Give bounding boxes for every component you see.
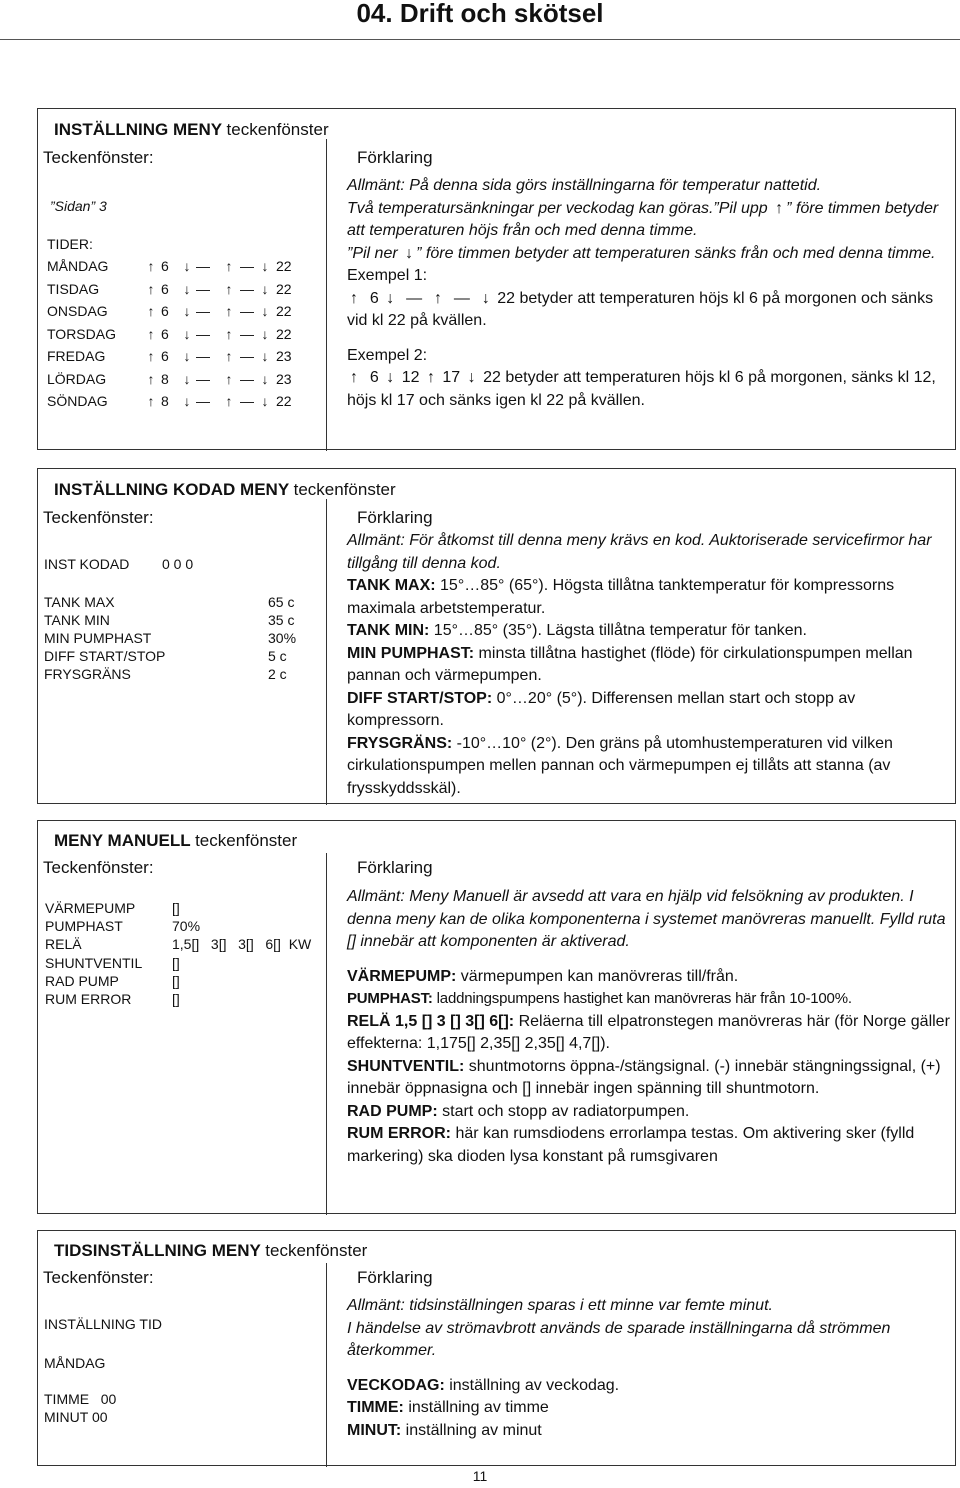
item-description: 15°…85° (35°). Lägsta tillåtna temperatur för tanken. (429, 622, 807, 639)
code-value: 0 0 0 (162, 556, 194, 572)
day-label: TISDAG (47, 280, 100, 297)
page-title: 04. Drift och skötsel (356, 0, 604, 28)
item-term: VECKODAG: (347, 1376, 445, 1394)
right-column-label: Förklaring (357, 508, 433, 527)
section-installning-meny (37, 108, 956, 450)
dash: — (196, 393, 210, 409)
minut-value: MINUT 00 (44, 1409, 108, 1425)
column-divider (326, 139, 327, 451)
explanation-item (347, 1056, 953, 1101)
arrow-up-icon: ↑ (147, 303, 155, 319)
timme-value: TIMME 00 (44, 1391, 117, 1407)
example-2-label: Exempel 2: (347, 346, 428, 364)
section-title: INSTÄLLNING KODAD MENY teckenfönster (54, 480, 396, 499)
section-meny-manuell (37, 820, 956, 1214)
item-description: minsta tillåtna hastighet (flöde) för cirkulationspumpen mellan pannan och värmepumpen. (347, 644, 913, 684)
arrow-up-icon: ↑ (225, 303, 233, 319)
left-column-label: Teckenfönster: (43, 148, 154, 167)
setting-row (44, 665, 320, 683)
setting-value: 1,5[] 3[] 3[] 6[] KW (172, 936, 312, 953)
explanation (347, 886, 953, 1168)
schedule-row (47, 302, 320, 325)
start-hour: 6 (161, 280, 169, 297)
schedule-row (47, 392, 320, 415)
example-1-text: ↑ 6 ↓ — ↑ — ↓ 22 betyder att temperaturen höjs kl 6 på morgonen och sänks vid kl 22 på kvällen. (347, 289, 934, 329)
item-term: PUMPHAST: (347, 990, 433, 1007)
start-hour: 8 (161, 393, 169, 409)
schedule-row (47, 257, 320, 280)
setting-row (44, 647, 320, 665)
arrow-down-icon: ↓ (261, 303, 269, 319)
installning-tid-label: INSTÄLLNING TID (44, 1316, 162, 1332)
arrow-up-icon: ↑ (434, 289, 443, 307)
day-label: MÅNDAG (44, 1355, 106, 1371)
dash: — (196, 348, 210, 364)
dash: — (196, 303, 210, 319)
column-divider (326, 499, 327, 805)
right-column-label: Förklaring (357, 858, 433, 877)
display-window (47, 197, 320, 415)
schedule-row (47, 325, 320, 348)
display-window (44, 555, 320, 683)
section-title-main: INSTÄLLNING MENY (54, 120, 222, 139)
arrow-down-icon: ↓ (183, 370, 191, 387)
setting-row (45, 899, 323, 917)
general-text: Allmänt: tidsinställningen sparas i ett minne var femte minut. (347, 1297, 773, 1314)
setting-name: FRYSGRÄNS (44, 666, 131, 682)
column-divider (326, 1263, 327, 1467)
explanation-item (347, 988, 953, 1011)
explanation-item (347, 966, 953, 989)
dash: — (240, 393, 254, 409)
end-hour: 22 (276, 258, 292, 274)
arrow-up-text: Två temperatursänkningar per veckodag kan göras.”Pil upp ↑ ” före timmen betyder att temperaturen höjs från och med denna timme. (347, 199, 939, 239)
setting-row (45, 935, 323, 953)
arrow-down-text: ”Pil ner ↓ ” före timmen betyder att temperaturen sänks från och med denna timme. (347, 243, 953, 266)
general-text: Allmänt: På denna sida görs inställningarna för temperatur nattetid. (347, 177, 822, 194)
explanation-item (347, 1375, 953, 1398)
item-description: värmepumpen kan manövreras till/från. (456, 967, 739, 985)
arrow-down-icon: ↓ (405, 244, 414, 262)
arrow-up-icon: ↑ (350, 369, 358, 386)
setting-value: [] (172, 972, 180, 989)
item-term: VÄRMEPUMP: (347, 967, 457, 985)
right-column-label: Förklaring (357, 148, 433, 167)
day-label: FREDAG (47, 348, 106, 364)
explanation-item (347, 575, 953, 620)
item-term: RAD PUMP: (347, 1102, 438, 1120)
setting-value: 65 c (268, 594, 295, 610)
dash: — (240, 303, 254, 319)
setting-row (45, 917, 323, 935)
item-description: shuntmotorns öppna-/stängsignal. (-) innebär stängningssignal, (+) innebär öppnasigna och [] innebär ingen spänning till shuntmotorn. (347, 1057, 941, 1097)
tider-label: TIDER: (47, 236, 93, 252)
setting-name: PUMPHAST (45, 918, 123, 935)
arrow-down-icon: ↓ (183, 348, 191, 364)
arrow-up-icon: ↑ (225, 393, 233, 409)
arrow-up-icon: ↑ (147, 280, 155, 297)
setting-value: 5 c (268, 648, 287, 664)
display-window (44, 1315, 322, 1426)
setting-name: TANK MIN (44, 612, 110, 628)
setting-row (44, 611, 320, 629)
end-hour: 22 (276, 325, 292, 342)
day-label: SÖNDAG (47, 393, 108, 409)
arrow-up-icon: ↑ (225, 280, 233, 297)
arrow-up-icon: ↑ (147, 393, 155, 409)
example-1-label: Exempel 1: (347, 267, 428, 284)
day-label: TORSDAG (47, 325, 116, 342)
day-label: MÅNDAG (47, 258, 109, 274)
setting-row (45, 990, 323, 1008)
item-description: Reläerna till elpatronstegen manövreras här (för Norge gäller effekterna: 1,175[] 2,35[] 2,35[] 4,7[]). (347, 1012, 950, 1052)
arrow-down-icon: ↓ (183, 393, 191, 409)
item-description: -10°…10° (2°). Den gräns på utomhustemperaturen vid vilken cirkulationspumpen mellen pannan och värmepumpen ej tillåts att stanna (av frysskyddsskäl). (347, 734, 893, 797)
arrow-up-icon: ↑ (147, 370, 155, 387)
setting-row (44, 629, 320, 647)
dash: — (240, 325, 254, 342)
arrow-up-icon: ↑ (225, 370, 233, 387)
arrow-up-icon: ↑ (147, 325, 155, 342)
item-term: DIFF START/STOP: (347, 689, 493, 707)
day-label: ONSDAG (47, 303, 108, 319)
left-column-label: Teckenfönster: (43, 1268, 154, 1287)
explanation-item (347, 1123, 953, 1168)
arrow-up-icon: ↑ (225, 258, 233, 274)
item-description: inställning av minut (401, 1421, 542, 1439)
general-text: Allmänt: Meny Manuell är avsedd att vara en hjälp vid felsökning av produkten. I denna meny kan de olika komponenterna i systemet manövreras manuellt. Fylld ruta [] innebär att komponenten är aktiverad. (347, 888, 946, 950)
arrow-up-icon: ↑ (426, 369, 435, 386)
arrow-up-icon: ↑ (147, 348, 155, 364)
arrow-down-icon: ↓ (386, 289, 395, 307)
general-text-2: I händelse av strömavbrott används de sparade inställningarna då strömmen återkommer. (347, 1319, 891, 1359)
item-description: 15°…85° (65°). Högsta tillåtna tanktemperatur för kompressorns maximala arbetstemperatur. (347, 577, 895, 617)
dash: — (196, 280, 210, 297)
setting-name: VÄRMEPUMP (45, 900, 136, 916)
left-column-label: Teckenfönster: (43, 508, 154, 527)
setting-name: RUM ERROR (45, 990, 132, 1007)
inst-kodad-label: INST KODAD (44, 556, 130, 572)
setting-name: RAD PUMP (45, 972, 119, 989)
dash: — (196, 370, 210, 387)
schedule-row (47, 370, 320, 393)
arrow-down-icon: ↓ (261, 258, 269, 274)
page-indicator: ”Sidan” 3 (50, 198, 107, 214)
arrow-down-icon: ↓ (261, 370, 269, 387)
arrow-up-icon: ↑ (350, 289, 358, 307)
item-description: inställning av timme (403, 1399, 549, 1416)
section-title: TIDSINSTÄLLNING MENY teckenfönster (54, 1241, 368, 1260)
section-tidsinstallning-meny (37, 1230, 956, 1466)
setting-name: RELÄ (45, 936, 82, 953)
arrow-down-icon: ↓ (467, 369, 476, 386)
item-description: laddningspumpens hastighet kan manövreras här från 10-100%. (432, 990, 852, 1007)
arrow-down-icon: ↓ (261, 393, 269, 409)
setting-value: 70% (172, 918, 201, 935)
item-term: MIN PUMPHAST: (347, 644, 475, 662)
arrow-down-icon: ↓ (183, 258, 191, 274)
setting-value: 35 c (268, 612, 295, 628)
arrow-down-icon: ↓ (386, 369, 395, 386)
start-hour: 6 (161, 348, 169, 364)
item-description: 0°…20° (5°). Differensen mellan start och stopp av kompressorn. (347, 689, 856, 729)
explanation-item (347, 1011, 953, 1056)
explanation (347, 175, 953, 412)
item-term: RUM ERROR: (347, 1125, 451, 1142)
item-term: TANK MAX: (347, 577, 436, 594)
section-title (54, 120, 329, 140)
setting-name: MIN PUMPHAST (44, 630, 152, 646)
explanation-item (347, 620, 953, 643)
item-term: RELÄ 1,5 [] 3 [] 3[] 6[]: (347, 1012, 515, 1030)
start-hour: 8 (161, 370, 169, 387)
start-hour: 6 (161, 303, 169, 319)
explanation-item (347, 643, 953, 688)
setting-row (45, 972, 323, 990)
schedule-row (47, 280, 320, 303)
setting-row (44, 593, 320, 611)
explanation-item (347, 688, 953, 733)
setting-name: SHUNTVENTIL (45, 954, 143, 971)
arrow-down-icon: ↓ (481, 289, 490, 307)
end-hour: 23 (276, 348, 292, 364)
dash: — (240, 370, 254, 387)
explanation (347, 1295, 953, 1442)
dash: — (240, 258, 254, 274)
dash: — (196, 258, 210, 274)
item-description: inställning av veckodag. (444, 1376, 620, 1394)
example-2-text: ↑ 6 ↓ 12 ↑ 17 ↓ 22 betyder att temperaturen höjs kl 6 på morgonen, sänks kl 12, höjs kl 17 och sänks igen kl 22 på kvällen. (347, 369, 936, 409)
end-hour: 23 (276, 370, 292, 387)
setting-value: [] (172, 900, 180, 916)
arrow-up-icon: ↑ (225, 348, 233, 364)
item-term: FRYSGRÄNS: (347, 734, 453, 752)
arrow-down-icon: ↓ (183, 280, 191, 297)
setting-value: [] (172, 954, 180, 971)
explanation-item (347, 1101, 953, 1124)
arrow-up-icon: ↑ (147, 258, 155, 274)
arrow-down-icon: ↓ (261, 325, 269, 342)
setting-row (45, 954, 323, 972)
right-column-label: Förklaring (357, 1268, 433, 1287)
setting-name: DIFF START/STOP (44, 648, 166, 664)
arrow-up-icon: ↑ (225, 325, 233, 342)
start-hour: 6 (161, 258, 169, 274)
explanation-item (347, 1397, 953, 1420)
column-divider (326, 853, 327, 1215)
page-number: 11 (472, 1468, 488, 1484)
item-term: TANK MIN: (347, 622, 430, 639)
end-hour: 22 (276, 393, 292, 409)
explanation (347, 530, 953, 800)
start-hour: 6 (161, 325, 169, 342)
explanation-item (347, 1420, 953, 1443)
end-hour: 22 (276, 280, 292, 297)
setting-name: TANK MAX (44, 594, 115, 610)
arrow-down-icon: ↓ (183, 303, 191, 319)
setting-value: [] (172, 990, 180, 1007)
setting-value: 30% (268, 630, 297, 646)
dash: — (240, 348, 254, 364)
day-label: LÖRDAG (47, 370, 107, 387)
section-title: MENY MANUELL teckenfönster (54, 831, 298, 850)
arrow-down-icon: ↓ (261, 348, 269, 364)
arrow-down-icon: ↓ (183, 325, 191, 342)
display-window (45, 899, 323, 1008)
schedule-row (47, 347, 320, 370)
section-title-suffix: teckenfönster (226, 120, 329, 139)
arrow-down-icon: ↓ (261, 280, 269, 297)
section-installning-kodad-meny (37, 468, 956, 804)
dash: — (240, 280, 254, 297)
item-description: här kan rumsdiodens errorlampa testas. Om aktivering sker (fylld markering) ska dioden lysa konstant på rumsgivaren (347, 1125, 915, 1165)
dash: — (196, 325, 210, 342)
item-term: MINUT: (347, 1421, 402, 1439)
header-rule (0, 39, 960, 40)
general-text: Allmänt: För åtkomst till denna meny krävs en kod. Auktoriserade servicefirmor har tillgång till denna kod. (347, 532, 932, 572)
arrow-up-icon: ↑ (775, 199, 784, 217)
setting-value: 2 c (268, 666, 287, 682)
explanation-item (347, 733, 953, 801)
item-description: start och stopp av radiatorpumpen. (437, 1102, 690, 1120)
item-term: TIMME: (347, 1399, 404, 1416)
item-term: SHUNTVENTIL: (347, 1057, 465, 1075)
left-column-label: Teckenfönster: (43, 858, 154, 877)
end-hour: 22 (276, 303, 292, 319)
